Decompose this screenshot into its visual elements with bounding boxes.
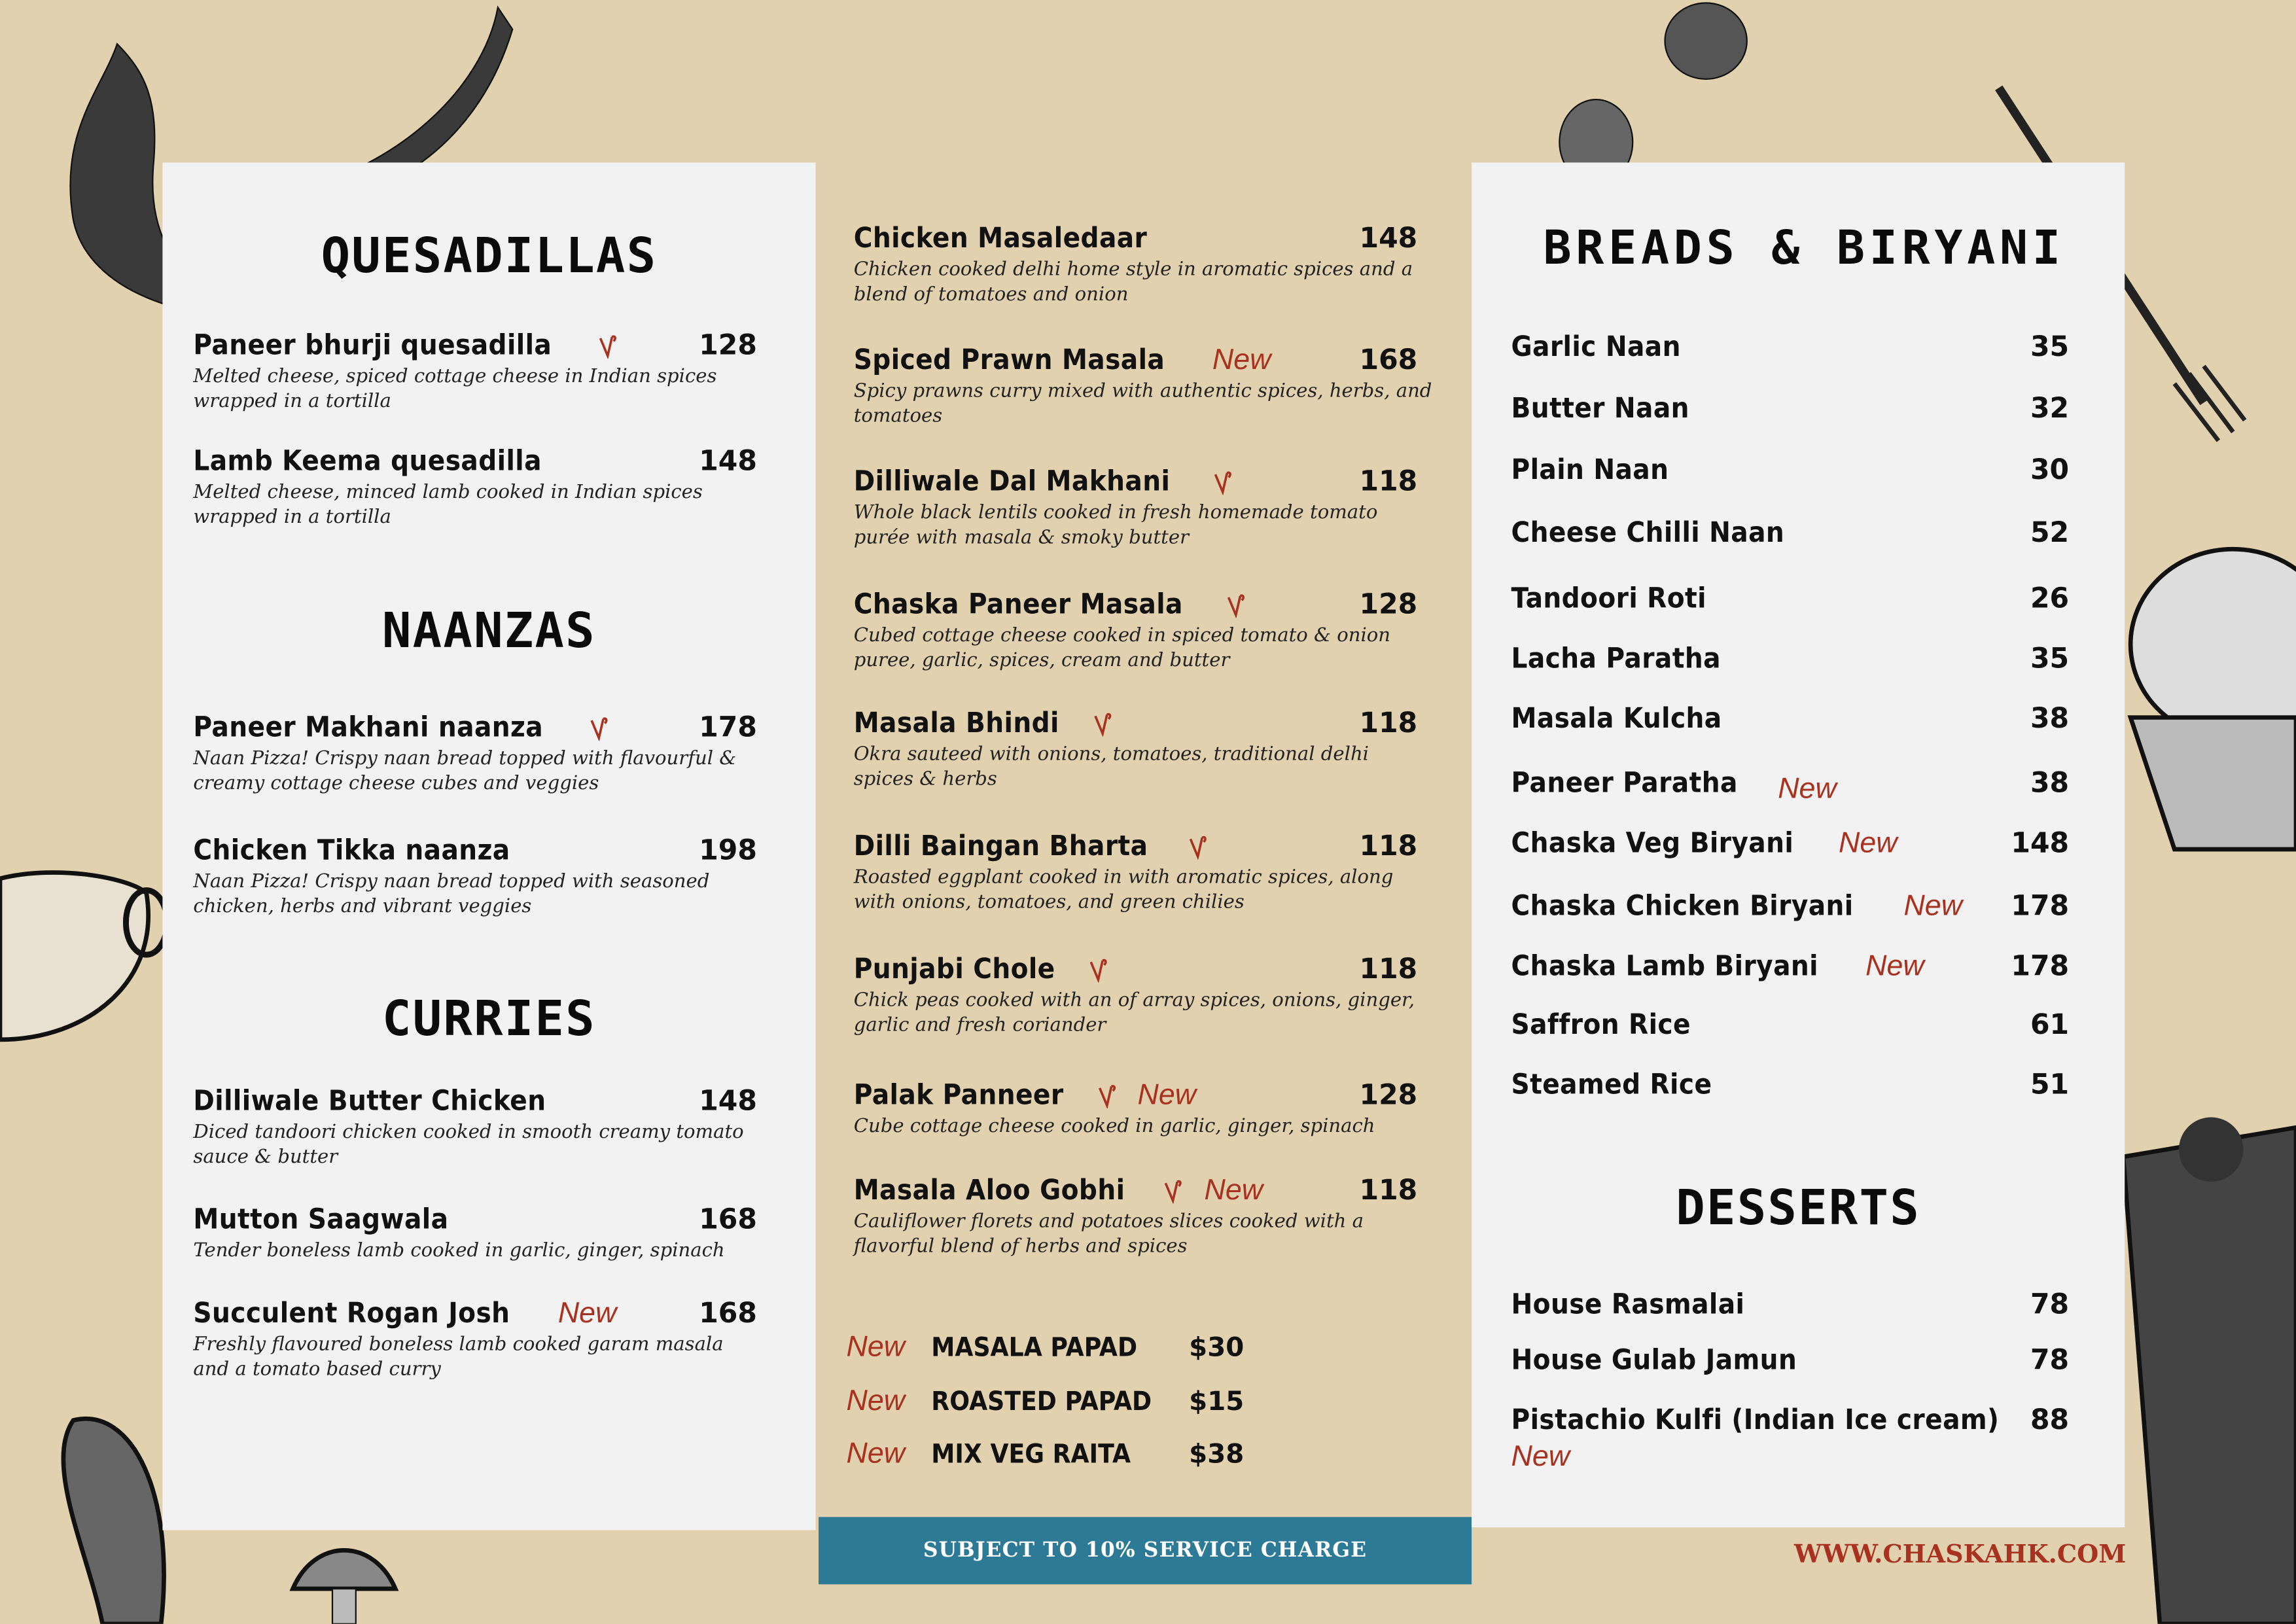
service-charge-banner: SUBJECT TO 10% SERVICE CHARGE xyxy=(819,1517,1472,1584)
item-price: 128 xyxy=(699,329,757,362)
menu-item xyxy=(854,587,1418,673)
item-price: 148 xyxy=(699,1085,757,1118)
menu-item xyxy=(854,1078,1418,1140)
menu-item xyxy=(854,343,1435,429)
teacup-icon xyxy=(0,835,176,1055)
new-badge: New xyxy=(1511,1441,1570,1474)
item-name: Paneer Paratha xyxy=(1511,767,1738,800)
item-name: Chaska Paneer Masala xyxy=(853,588,1183,621)
new-badge: New xyxy=(1204,1173,1263,1206)
item-name: House Gulab Jamun xyxy=(1511,1344,1797,1377)
item-name: Chicken Tikka naanza xyxy=(193,834,510,867)
item-price: 178 xyxy=(2011,950,2070,983)
item-description: Naan Pizza! Crispy naan bread topped with seasoned chicken, herbs and vibrant veggies xyxy=(193,871,710,918)
menu-item xyxy=(1511,581,2070,616)
item-name: Butter Naan xyxy=(1511,392,1689,425)
item-name: Paneer Makhani naanza xyxy=(193,711,544,744)
item-name: Masala Kulcha xyxy=(1511,703,1722,735)
item-description: Roasted eggplant cooked in with aromatic spices, along with onions, tomatoes, and green chilies xyxy=(853,866,1394,913)
veg-leaf-icon xyxy=(1087,956,1108,982)
item-price: 148 xyxy=(1359,222,1418,255)
item-price: 118 xyxy=(1359,953,1418,986)
menu-item xyxy=(1511,766,2070,805)
veg-leaf-icon xyxy=(597,332,618,359)
menu-item xyxy=(193,328,757,414)
menu-item xyxy=(1511,701,2070,737)
item-price: 88 xyxy=(2030,1404,2070,1437)
item-description: Cauliflower florets and potatoes slices cooked with a flavorful blend of herbs and spices xyxy=(853,1210,1364,1258)
item-description: Okra sauteed with onions, tomatoes, traditional delhi spices & herbs xyxy=(853,743,1369,790)
extra-item-name: ROASTED PAPAD xyxy=(931,1386,1152,1417)
website-link[interactable]: WWW.CHASKAHK.COM xyxy=(1793,1540,2127,1570)
item-name: Steamed Rice xyxy=(1511,1068,1712,1101)
item-price: 128 xyxy=(1359,1079,1418,1112)
right-column xyxy=(1511,0,2070,1624)
item-name: Pistachio Kulfi (Indian Ice cream) xyxy=(1511,1404,2000,1437)
item-description: Cube cottage cheese cooked in garlic, ginger, spinach xyxy=(853,1116,1375,1138)
section-heading-desserts: DESSERTS xyxy=(1676,1178,1920,1236)
menu-item xyxy=(1511,391,2070,427)
extra-item-price: $30 xyxy=(1189,1332,1245,1363)
item-price: 32 xyxy=(2030,392,2070,425)
item-price: 30 xyxy=(2030,453,2070,486)
menu-item xyxy=(1511,1008,2070,1043)
menu-item xyxy=(193,1084,777,1170)
menu-item xyxy=(193,1202,757,1264)
new-badge: New xyxy=(557,1296,617,1329)
veg-leaf-icon xyxy=(1226,591,1246,618)
menu-item xyxy=(193,1296,757,1383)
menu-item xyxy=(854,221,1435,308)
new-badge: New xyxy=(1839,826,1898,859)
new-badge: New xyxy=(1903,889,1963,922)
veg-leaf-icon xyxy=(1163,1177,1184,1203)
item-price: 51 xyxy=(2030,1068,2070,1101)
item-price: 118 xyxy=(1359,707,1418,740)
menu-item xyxy=(854,464,1418,550)
extra-item-price: $15 xyxy=(1189,1386,1245,1417)
milkshake-icon xyxy=(2101,1040,2296,1624)
menu-item xyxy=(854,1173,1418,1260)
item-price: 26 xyxy=(2030,582,2070,615)
item-price: 178 xyxy=(2011,890,2070,923)
extra-item xyxy=(847,1383,1245,1421)
item-price: 61 xyxy=(2030,1008,2070,1042)
item-name: Tandoori Roti xyxy=(1511,582,1706,615)
item-name: Lamb Keema quesadilla xyxy=(193,445,542,478)
item-name: Dilli Baingan Bharta xyxy=(853,830,1148,863)
menu-item xyxy=(1511,453,2070,488)
item-name: Punjabi Chole xyxy=(853,953,1055,986)
item-description: Diced tandoori chicken cooked in smooth creamy tomato sauce & butter xyxy=(193,1121,744,1168)
dessert-item xyxy=(1511,1343,2070,1378)
cinnamon-roll-icon xyxy=(2101,498,2296,864)
item-name: Paneer bhurji quesadilla xyxy=(193,329,552,362)
item-name: Saffron Rice xyxy=(1511,1008,1691,1042)
veg-leaf-icon xyxy=(1212,468,1233,495)
item-price: 148 xyxy=(2011,827,2070,860)
dessert-item xyxy=(1511,1403,2070,1475)
item-name: Mutton Saagwala xyxy=(193,1203,449,1236)
new-badge: New xyxy=(1778,772,1837,805)
item-price: 148 xyxy=(699,445,757,478)
item-name: Lacha Paratha xyxy=(1511,643,1721,675)
item-price: 198 xyxy=(699,834,757,867)
item-description: Whole black lentils cooked in fresh homemade tomato purée with masala & smoky butter xyxy=(853,502,1378,549)
extra-item xyxy=(847,1435,1245,1473)
item-price: 38 xyxy=(2030,767,2070,800)
item-name: Succulent Rogan Josh xyxy=(193,1297,510,1330)
menu-item xyxy=(854,829,1418,915)
new-badge: New xyxy=(846,1437,906,1470)
menu-item xyxy=(854,706,1418,792)
item-price: 118 xyxy=(1359,830,1418,863)
menu-item xyxy=(1511,826,2070,861)
middle-column xyxy=(853,0,1432,1624)
item-name: House Rasmalai xyxy=(1511,1288,1745,1321)
item-description: Naan Pizza! Crispy naan bread topped with flavourful & creamy cottage cheese cubes and veggies xyxy=(193,748,737,795)
menu-item xyxy=(1511,1067,2070,1103)
section-heading-quesadillas: QUESADILLAS xyxy=(321,226,658,285)
item-name: Chaska Veg Biryani xyxy=(1511,827,1794,860)
item-name: Masala Aloo Gobhi xyxy=(853,1174,1125,1207)
menu-item xyxy=(193,833,757,919)
section-heading-curries: CURRIES xyxy=(381,989,596,1048)
item-price: 35 xyxy=(2030,330,2070,363)
left-column xyxy=(193,0,757,1624)
menu-item xyxy=(1511,641,2070,677)
veg-leaf-icon xyxy=(1188,833,1209,859)
item-name: Chaska Lamb Biryani xyxy=(1511,950,1818,983)
menu-item xyxy=(1511,949,2070,984)
item-description: Tender boneless lamb cooked in garlic, ginger, spinach xyxy=(193,1240,725,1263)
new-badge: New xyxy=(1865,949,1924,982)
item-description: Melted cheese, minced lamb cooked in Indian spices wrapped in a tortilla xyxy=(193,482,703,528)
item-price: 118 xyxy=(1359,1174,1418,1207)
item-name: Chaska Chicken Biryani xyxy=(1511,890,1854,923)
new-badge: New xyxy=(846,1384,906,1417)
dessert-item xyxy=(1511,1287,2070,1322)
item-price: 168 xyxy=(1359,344,1418,377)
section-heading-naanzas: NAANZAS xyxy=(381,601,596,660)
veg-leaf-icon xyxy=(1097,1082,1117,1108)
item-price: 35 xyxy=(2030,643,2070,675)
menu-item xyxy=(854,952,1418,1038)
item-name: Chicken Masaledaar xyxy=(853,222,1148,255)
menu-item xyxy=(1511,516,2070,551)
item-name: Garlic Naan xyxy=(1511,330,1681,363)
veg-leaf-icon xyxy=(1092,710,1112,736)
item-description: Freshly flavoured boneless lamb cooked garam masala and a tomato based curry xyxy=(193,1333,724,1381)
item-description: Melted cheese, spiced cottage cheese in Indian spices wrapped in a tortilla xyxy=(193,366,717,412)
item-description: Cubed cottage cheese cooked in spiced tomato & onion puree, garlic, spices, cream and butter xyxy=(853,625,1391,672)
menu-item xyxy=(193,444,757,530)
new-badge: New xyxy=(1212,343,1271,376)
item-name: Masala Bhindi xyxy=(853,707,1059,740)
menu-item xyxy=(1511,330,2070,365)
item-price: 78 xyxy=(2030,1344,2070,1377)
item-price: 78 xyxy=(2030,1288,2070,1321)
item-description: Spicy prawns curry mixed with authentic spices, herbs, and tomatoes xyxy=(853,380,1432,427)
veg-leaf-icon xyxy=(588,715,609,741)
item-name: Spiced Prawn Masala xyxy=(853,344,1165,377)
item-name: Cheese Chilli Naan xyxy=(1511,516,1785,550)
item-price: 128 xyxy=(1359,588,1418,621)
item-price: 168 xyxy=(699,1297,757,1330)
new-badge: New xyxy=(1137,1078,1197,1111)
extra-item-price: $38 xyxy=(1189,1438,1245,1470)
new-badge: New xyxy=(846,1330,906,1363)
item-price: 118 xyxy=(1359,465,1418,498)
extra-item xyxy=(847,1328,1245,1366)
item-price: 168 xyxy=(699,1203,757,1236)
extra-item-name: MIX VEG RAITA xyxy=(931,1438,1131,1470)
item-description: Chicken cooked delhi home style in aromatic spices and a blend of tomatoes and onion xyxy=(853,259,1413,306)
item-name: Palak Panneer xyxy=(853,1079,1064,1112)
extra-item-name: MASALA PAPAD xyxy=(931,1332,1138,1363)
item-price: 38 xyxy=(2030,703,2070,735)
item-name: Dilliwale Dal Makhani xyxy=(853,465,1171,498)
item-description: Chick peas cooked with an of array spices, onions, ginger, garlic and fresh coriander xyxy=(853,989,1415,1036)
section-heading-breads-biryani: BREADS & BIRYANI xyxy=(1543,219,2065,275)
menu-item xyxy=(1511,889,2070,924)
menu-item xyxy=(193,710,757,796)
item-name: Plain Naan xyxy=(1511,453,1669,486)
item-price: 52 xyxy=(2030,516,2070,550)
item-price: 178 xyxy=(699,711,757,744)
item-name: Dilliwale Butter Chicken xyxy=(193,1085,546,1118)
